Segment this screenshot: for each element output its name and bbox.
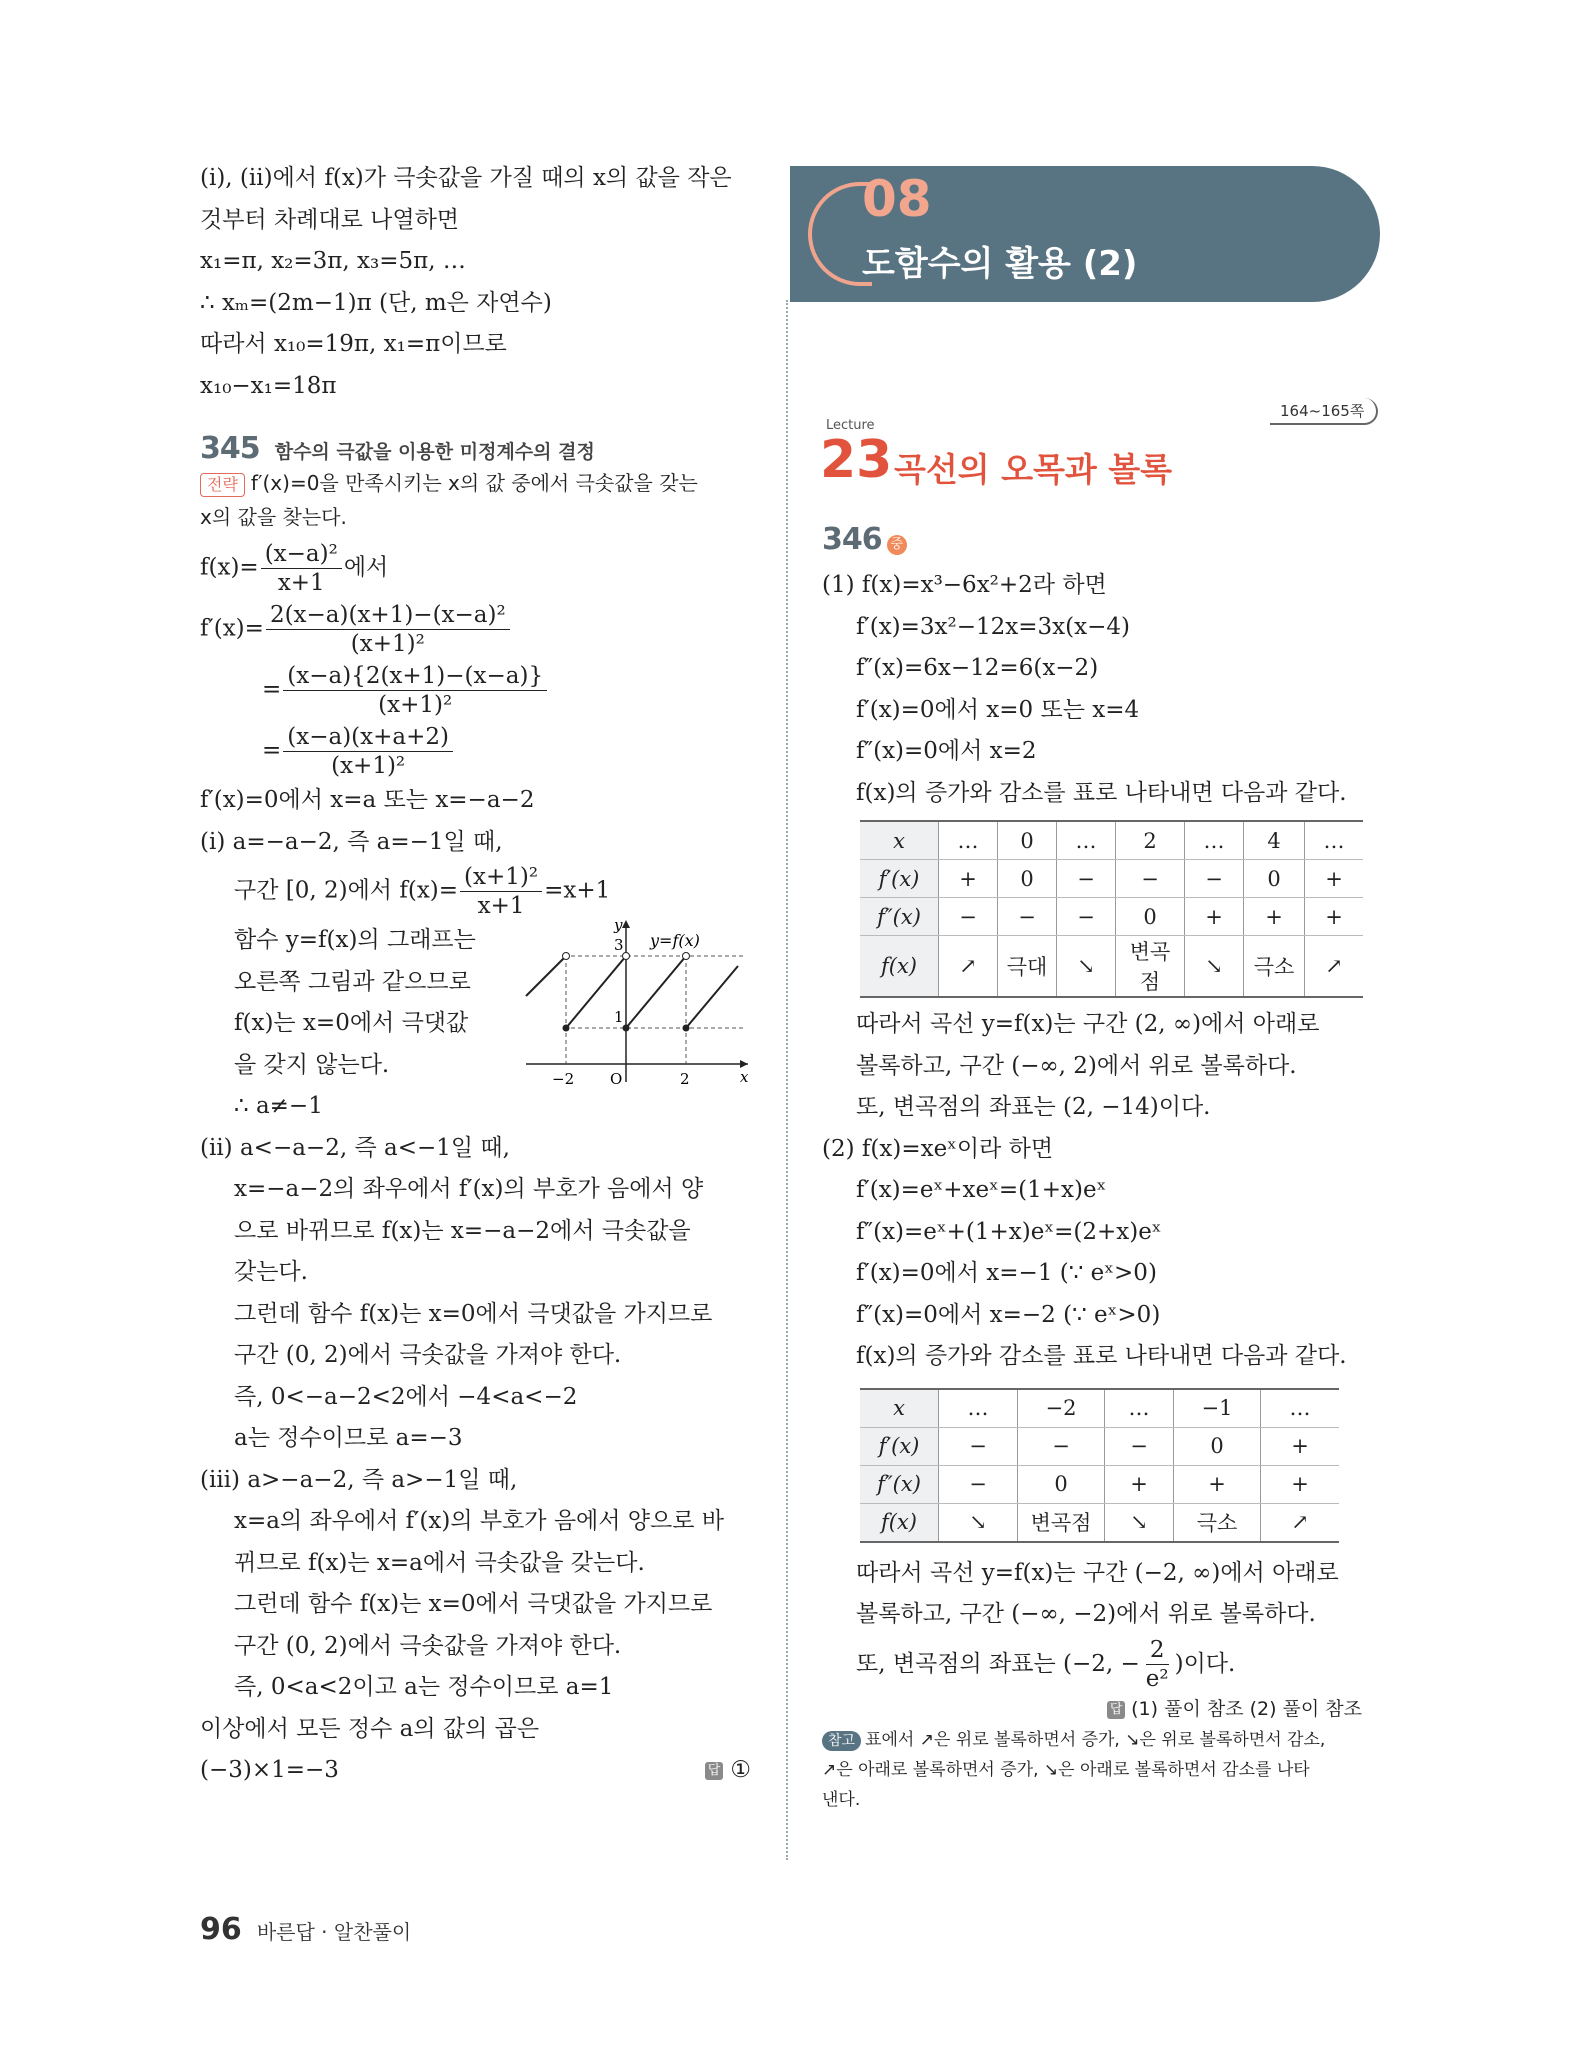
tick-label: 2 xyxy=(680,1070,690,1086)
table-cell: − xyxy=(939,898,998,936)
fraction xyxy=(261,540,342,597)
table-cell: ↗ xyxy=(1305,936,1364,998)
text-line: 또, 변곡점의 좌표는 (2, −14)이다. xyxy=(856,1094,1211,1120)
table-cell: + xyxy=(1305,898,1364,936)
table-cell: f′(x) xyxy=(860,1427,939,1465)
table-row xyxy=(860,898,1363,936)
problem-number: 346 xyxy=(822,522,882,557)
problem-346 xyxy=(822,522,1382,1815)
text: 또, 변곡점의 좌표는 (−2, − xyxy=(856,1650,1140,1677)
table-cell: ↘ xyxy=(939,1503,1018,1542)
column-divider xyxy=(786,300,788,1860)
table-cell: + xyxy=(1185,898,1244,936)
text-line: x₁₀−x₁=18π xyxy=(200,372,337,399)
text-line: 볼록하고, 구간 (−∞, −2)에서 위로 볼록하다. xyxy=(856,1601,1316,1627)
table-row xyxy=(860,860,1363,898)
text-line: 뀌므로 f(x)는 x=a에서 극솟값을 갖는다. xyxy=(234,1549,645,1576)
fraction xyxy=(1142,1636,1173,1693)
table-cell: 0 xyxy=(1244,860,1305,898)
table-row xyxy=(860,1503,1339,1542)
table-cell: 극대 xyxy=(998,936,1057,998)
answer-value: ① xyxy=(730,1757,751,1783)
table-cell: 2 xyxy=(1116,821,1185,860)
chapter-number: 08 xyxy=(862,170,932,228)
note-tag: 참고 xyxy=(822,1731,861,1751)
problem-title: 함수의 극값을 이용한 미정계수의 결정 xyxy=(274,441,595,463)
text: )이다. xyxy=(1174,1650,1236,1677)
text: =x+1 xyxy=(544,877,611,904)
table-cell: 변곡점 xyxy=(1018,1503,1105,1542)
graph-segment xyxy=(686,966,738,1028)
derivative-line-3 xyxy=(200,723,755,780)
denominator: e² xyxy=(1145,1666,1169,1692)
intro-block xyxy=(200,158,755,407)
case-1-interval xyxy=(200,863,755,920)
inflection-point xyxy=(822,1636,1382,1694)
difficulty-badge: 중 xyxy=(887,535,907,555)
table-cell: 0 xyxy=(998,860,1057,898)
table-cell: 극소 xyxy=(1244,936,1305,998)
text-line: 것부터 차례대로 나열하면 xyxy=(200,206,460,233)
table-cell: − xyxy=(1057,898,1116,936)
denominator: (x+1)² xyxy=(350,631,425,657)
table-cell: ↗ xyxy=(1261,1503,1340,1542)
text-line: 오른쪽 그림과 같으므로 xyxy=(234,968,471,995)
numerator: 2(x−a)(x+1)−(x−a)² xyxy=(266,601,510,630)
text-line: x=a의 좌우에서 f′(x)의 부호가 음에서 양으로 바 xyxy=(234,1508,724,1534)
table-cell: + xyxy=(1261,1427,1340,1465)
text-line: a는 정수이므로 a=−3 xyxy=(234,1425,463,1451)
text-line: 즉, 0<a<2이고 a는 정수이므로 a=1 xyxy=(234,1674,614,1700)
table-cell: + xyxy=(1105,1465,1174,1503)
left-column xyxy=(200,158,755,1792)
eq-lhs: = xyxy=(262,676,282,703)
table-cell: 극소 xyxy=(1174,1503,1261,1542)
text-line: f′(x)=0에서 x=−1 (∵ eˣ>0) xyxy=(856,1260,1157,1286)
eq-lhs: = xyxy=(262,737,282,764)
lecture-label: Lecture xyxy=(826,418,875,433)
eq-lhs: f′(x)= xyxy=(200,615,264,642)
answer-line xyxy=(822,1693,1362,1725)
eq-suffix: 에서 xyxy=(343,554,389,581)
text-line: 구간 (0, 2)에서 극솟값을 가져야 한다. xyxy=(234,1632,622,1659)
table-cell: 0 xyxy=(998,821,1057,860)
y-axis-arrow xyxy=(622,920,630,928)
text-line: f(x)는 x=0에서 극댓값 xyxy=(234,1010,469,1036)
derivative-line-2 xyxy=(200,662,755,719)
numerator: (x−a)² xyxy=(261,540,342,569)
table-cell: 0 xyxy=(1018,1465,1105,1503)
text-line: (ⅰ), (ⅱ)에서 f(x)가 극솟값을 가질 때의 x의 값을 작은 xyxy=(200,165,732,191)
note xyxy=(822,1725,1382,1815)
strategy xyxy=(200,466,755,534)
table-cell: … xyxy=(1105,1389,1174,1428)
denominator: x+1 xyxy=(477,893,525,919)
table-cell: ↘ xyxy=(1185,936,1244,998)
graph-figure xyxy=(522,916,752,1086)
text-line: f(x)의 증가와 감소를 표로 나타내면 다음과 같다. xyxy=(856,1343,1347,1369)
denominator: (x+1)² xyxy=(331,753,406,779)
strategy-line: f′(x)=0을 만족시키는 x의 값 중에서 극솟값을 갖는 xyxy=(250,471,698,495)
table-1 xyxy=(860,820,1363,998)
f-definition xyxy=(200,540,755,597)
tick-label: 3 xyxy=(614,936,624,954)
table-cell: … xyxy=(1057,821,1116,860)
text-line: f″(x)=0에서 x=−2 (∵ eˣ>0) xyxy=(856,1301,1161,1328)
table-cell: … xyxy=(939,1389,1018,1428)
table-cell: −1 xyxy=(1174,1389,1261,1428)
table-cell: − xyxy=(998,898,1057,936)
numerator: (x−a)(x+a+2) xyxy=(283,723,453,752)
table-cell: ↗ xyxy=(939,936,998,998)
table-row xyxy=(860,1427,1339,1465)
text-line: (ⅲ) a>−a−2, 즉 a>−1일 때, xyxy=(200,1466,518,1493)
text-line: f″(x)=0에서 x=2 xyxy=(856,738,1037,764)
text-line: ∴ xₘ=(2m−1)π (단, m은 자연수) xyxy=(200,289,552,316)
open-point xyxy=(623,953,630,960)
closed-point xyxy=(623,1025,630,1032)
denominator: (x+1)² xyxy=(378,692,453,718)
text-line: 그런데 함수 f(x)는 x=0에서 극댓값을 가지므로 xyxy=(234,1300,713,1327)
table-cell: f(x) xyxy=(860,936,939,998)
text-line: 따라서 곡선 y=f(x)는 구간 (2, ∞)에서 아래로 xyxy=(856,1011,1320,1037)
text-line: f′(x)=eˣ+xeˣ=(1+x)eˣ xyxy=(856,1177,1107,1203)
table-row xyxy=(860,936,1363,998)
page-number: 96 xyxy=(200,1912,242,1947)
numerator: (x+1)² xyxy=(460,863,542,892)
footer-label: 바른답 · 알찬풀이 xyxy=(256,1920,412,1944)
text-line: f″(x)=6x−12=6(x−2) xyxy=(856,655,1099,681)
x-axis-label: x xyxy=(740,1068,749,1086)
case-2-block xyxy=(200,1128,755,1460)
text-line: f(x)의 증가와 감소를 표로 나타내면 다음과 같다. xyxy=(856,779,1347,806)
x-axis-arrow xyxy=(740,1060,748,1068)
tick-label: −2 xyxy=(552,1070,575,1086)
fraction xyxy=(283,662,547,719)
numerator: (x−a){2(x+1)−(x−a)} xyxy=(283,662,547,691)
text-line: (1) f(x)=x³−6x²+2라 하면 xyxy=(822,572,1107,598)
answer-icon: 답 xyxy=(1107,1701,1125,1719)
text-line: 함수 y=f(x)의 그래프는 xyxy=(234,927,476,953)
problem-number: 345 xyxy=(200,431,260,466)
text-line: 그런데 함수 f(x)는 x=0에서 극댓값을 가지므로 xyxy=(234,1591,713,1617)
table-row xyxy=(860,821,1363,860)
final-line: 이상에서 모든 정수 a의 값의 곱은 xyxy=(200,1715,540,1742)
page-footer xyxy=(200,1912,411,1947)
open-point xyxy=(563,953,570,960)
numerator: 2 xyxy=(1146,1636,1169,1665)
text-line: (2) f(x)=xeˣ이라 하면 xyxy=(822,1135,1054,1162)
part-1-conclusion xyxy=(822,1004,1382,1129)
case-1-heading: (ⅰ) a=−a−2, 즉 a=−1일 때, xyxy=(200,828,503,855)
part-2-conclusion xyxy=(822,1553,1382,1636)
table-cell: + xyxy=(1174,1465,1261,1503)
closed-point xyxy=(563,1025,570,1032)
text-line: 따라서 x₁₀=19π, x₁=π이므로 xyxy=(200,331,507,357)
text-line: f″(x)=eˣ+(1+x)eˣ=(2+x)eˣ xyxy=(856,1218,1162,1245)
table-cell: 0 xyxy=(1174,1427,1261,1465)
table-cell: 0 xyxy=(1116,898,1185,936)
case-1-conclusion: ∴ a≠−1 xyxy=(234,1093,323,1119)
page-reference: 164~165쪽 xyxy=(1270,398,1378,425)
text-line: 으로 바뀌므로 f(x)는 x=−a−2에서 극솟값을 xyxy=(234,1217,691,1244)
answer-text: (1) 풀이 참조 (2) 풀이 참조 xyxy=(1131,1698,1362,1720)
table-cell: … xyxy=(939,821,998,860)
table-cell: f(x) xyxy=(860,1503,939,1542)
table-cell: − xyxy=(939,1427,1018,1465)
table-cell: − xyxy=(1057,860,1116,898)
text-line: 갖는다. xyxy=(234,1259,308,1285)
text-line: x=−a−2의 좌우에서 f′(x)의 부호가 음에서 양 xyxy=(234,1176,704,1202)
table-cell: ↘ xyxy=(1105,1503,1174,1542)
text-line: 즉, 0<−a−2<2에서 −4<a<−2 xyxy=(234,1383,578,1410)
fraction xyxy=(283,723,453,780)
derivative-line-1 xyxy=(200,601,755,658)
table-cell: − xyxy=(1105,1427,1174,1465)
problem-345-header xyxy=(200,431,755,466)
text: 구간 [0, 2)에서 f(x)= xyxy=(234,877,459,904)
table-cell: … xyxy=(1261,1389,1340,1428)
table-cell: … xyxy=(1305,821,1364,860)
part-2-lines xyxy=(822,1129,1382,1378)
y-axis-label: y xyxy=(614,916,623,934)
note-line: 표에서 ↗은 위로 볼록하면서 증가, ↘은 위로 볼록하면서 감소, xyxy=(865,1730,1326,1750)
table-cell: + xyxy=(1261,1465,1340,1503)
problem-346-header xyxy=(822,522,1382,557)
tick-label: 1 xyxy=(614,1008,624,1026)
table-2 xyxy=(860,1388,1339,1543)
table-cell: x xyxy=(860,821,939,860)
note-line: ↗은 아래로 볼록하면서 증가, ↘은 아래로 볼록하면서 감소를 나타 xyxy=(822,1760,1310,1780)
table-cell: f′(x) xyxy=(860,860,939,898)
table-cell: ↘ xyxy=(1057,936,1116,998)
function-label: y=f(x) xyxy=(650,931,700,950)
eq-lhs: f(x)= xyxy=(200,554,259,581)
text-line: 따라서 곡선 y=f(x)는 구간 (−2, ∞)에서 아래로 xyxy=(856,1559,1339,1586)
text-line: 구간 (0, 2)에서 극솟값을 가져야 한다. xyxy=(234,1342,622,1368)
text-line: (ⅱ) a<−a−2, 즉 a<−1일 때, xyxy=(200,1134,510,1161)
table-cell: f″(x) xyxy=(860,1465,939,1503)
case-3-block xyxy=(200,1460,755,1709)
text-line: 볼록하고, 구간 (−∞, 2)에서 위로 볼록하다. xyxy=(856,1052,1297,1079)
graph-segment xyxy=(526,956,566,996)
table-cell: − xyxy=(1185,860,1244,898)
text-line: f′(x)=3x²−12x=3x(x−4) xyxy=(856,613,1130,640)
text-line: x₁=π, x₂=3π, x₃=5π, … xyxy=(200,248,466,274)
text-line: f′(x)=0에서 x=0 또는 x=4 xyxy=(856,696,1140,723)
final-expression: (−3)×1=−3 xyxy=(200,1757,339,1783)
table-cell: x xyxy=(860,1389,939,1428)
table-cell: f″(x) xyxy=(860,898,939,936)
table-cell: −2 xyxy=(1018,1389,1105,1428)
table-cell: 변곡점 xyxy=(1116,936,1185,998)
closed-point xyxy=(683,1025,690,1032)
table-cell: 4 xyxy=(1244,821,1305,860)
final-result xyxy=(200,1750,755,1792)
denominator: x+1 xyxy=(277,570,325,596)
table-cell: + xyxy=(1305,860,1364,898)
table-cell: − xyxy=(1116,860,1185,898)
answer xyxy=(705,1750,751,1792)
table-row xyxy=(860,1389,1339,1428)
table-cell: − xyxy=(939,1465,1018,1503)
chapter-title: 도함수의 활용 (2) xyxy=(862,244,1138,284)
table-cell: … xyxy=(1185,821,1244,860)
part-1-lines xyxy=(822,565,1382,814)
note-line: 낸다. xyxy=(822,1790,861,1810)
strategy-line: x의 값을 찾는다. xyxy=(200,505,347,529)
origin-label: O xyxy=(610,1070,623,1086)
critical-points: f′(x)=0에서 x=a 또는 x=−a−2 xyxy=(200,787,535,813)
answer-icon: 답 xyxy=(705,1762,723,1780)
fraction xyxy=(266,601,510,658)
table-cell: + xyxy=(1244,898,1305,936)
lecture-title: 곡선의 오목과 볼록 xyxy=(894,450,1173,489)
table-cell: + xyxy=(939,860,998,898)
text-line: 을 갖지 않는다. xyxy=(234,1051,390,1078)
open-point xyxy=(683,953,690,960)
fraction xyxy=(460,863,542,920)
graph-segment xyxy=(626,956,686,1028)
strategy-tag: 전략 xyxy=(200,473,245,497)
case-1-body xyxy=(200,916,755,1086)
lecture-number: 23 xyxy=(820,430,893,490)
table-cell: − xyxy=(1018,1427,1105,1465)
table-row xyxy=(860,1465,1339,1503)
